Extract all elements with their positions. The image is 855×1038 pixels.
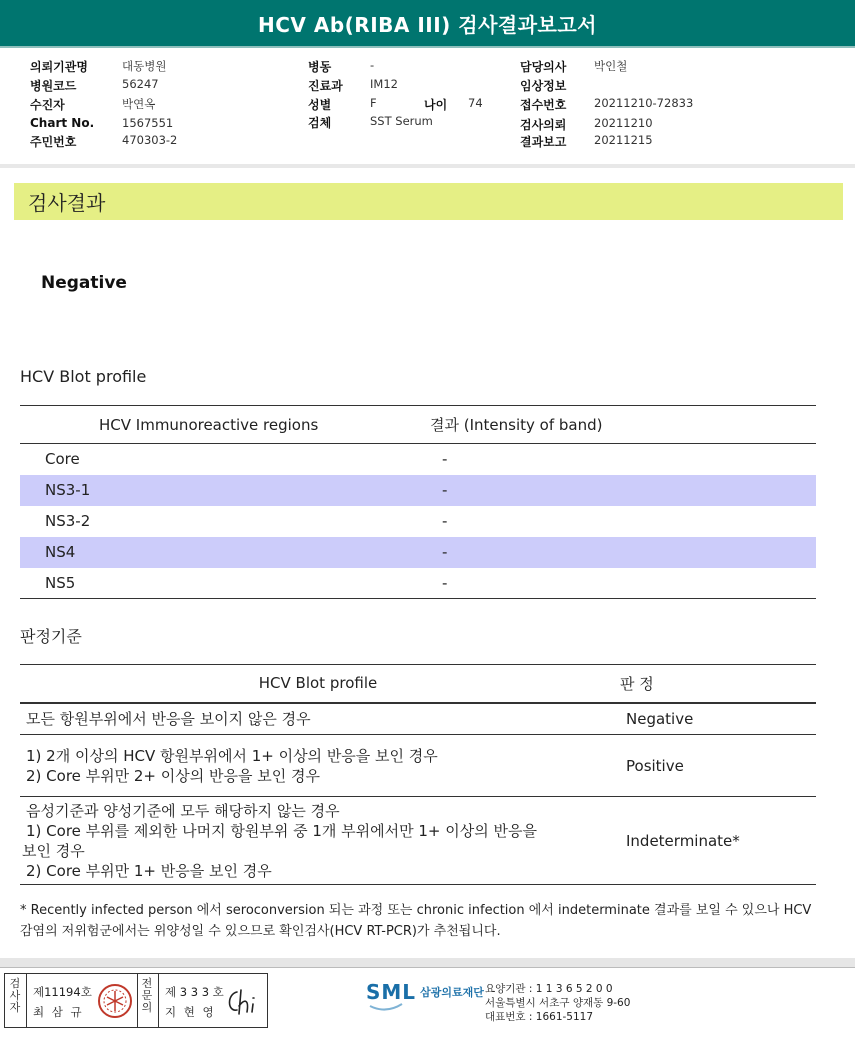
info-label-clinical-info: 임상정보 bbox=[520, 79, 567, 93]
info-label-specimen: 검체 bbox=[308, 116, 332, 130]
table-row bbox=[20, 735, 816, 797]
section-header bbox=[14, 183, 843, 220]
column-header-result: 결과 (Intensity of band) bbox=[430, 406, 816, 444]
info-label-department: 진료과 bbox=[308, 79, 343, 93]
inspector-label: 검 사 자 bbox=[9, 977, 21, 1014]
report-title: HCV Ab(RIBA III) 검사결과보고서 bbox=[258, 12, 597, 37]
address-line: 요양기관 : 1 1 3 6 5 2 0 0 bbox=[485, 983, 613, 995]
table-row bbox=[20, 568, 816, 599]
result-cell: - bbox=[430, 475, 816, 506]
result-value: Negative bbox=[41, 273, 127, 293]
column-header-profile: HCV Blot profile bbox=[20, 665, 616, 703]
table-row bbox=[20, 475, 816, 506]
criteria-line: 2) Core 부위만 2+ 이상의 반응을 보인 경우 bbox=[26, 766, 320, 785]
info-label-report-date: 결과보고 bbox=[520, 135, 567, 149]
result-cell: - bbox=[430, 537, 816, 568]
table-header-row bbox=[20, 406, 816, 444]
info-value-age: 74 bbox=[468, 96, 483, 110]
info-value-doctor: 박인철 bbox=[594, 59, 628, 73]
region-cell: NS3-1 bbox=[20, 475, 430, 506]
result-cell: - bbox=[442, 450, 448, 469]
criteria-line: 모든 항원부위에서 반응을 보이지 않은 경우 bbox=[26, 709, 311, 728]
org-logo bbox=[366, 980, 484, 1004]
divider bbox=[26, 974, 27, 1027]
criteria-line: 보인 경우 bbox=[22, 841, 85, 860]
criteria-line: 2) Core 부위만 1+ 반응을 보인 경우 bbox=[26, 861, 272, 880]
info-value-sex: F bbox=[370, 96, 377, 110]
info-value-hospital-code: 56247 bbox=[122, 77, 159, 91]
criteria-line: 1) Core 부위를 제외한 나머지 항원부위 중 1개 부위에서만 1+ 이상의 반응을 bbox=[26, 821, 537, 840]
inspector-name: 최 삼 규 bbox=[33, 1005, 84, 1019]
info-label-receipt-no: 접수번호 bbox=[520, 98, 567, 112]
info-value-department: IM12 bbox=[370, 77, 398, 91]
inspector-license-no: 제11194호 bbox=[33, 985, 92, 999]
result-cell: - bbox=[442, 512, 448, 530]
info-label-hospital-code: 병원코드 bbox=[30, 79, 77, 93]
info-label-hospital: 의뢰기관명 bbox=[30, 60, 88, 74]
criteria-judgement: Positive bbox=[616, 735, 816, 797]
region-cell: NS5 bbox=[20, 568, 430, 599]
criteria-judgement: Negative bbox=[616, 703, 816, 735]
report-title-bar bbox=[0, 0, 855, 48]
info-value-report-date: 20211215 bbox=[594, 133, 653, 147]
table-row bbox=[20, 703, 816, 735]
region-cell: NS3-2 bbox=[45, 512, 91, 530]
address-line: 대표번호 : 1661-5117 bbox=[485, 1011, 594, 1023]
org-name: 삼광의료재단 bbox=[420, 986, 484, 999]
info-value-id-no: 470303-2 bbox=[122, 133, 178, 147]
table-row bbox=[20, 797, 816, 885]
info-label-ward: 병동 bbox=[308, 60, 332, 74]
section-divider bbox=[0, 164, 855, 168]
patient-info-panel bbox=[0, 50, 855, 166]
table-header-row bbox=[20, 665, 816, 703]
info-label-sex: 성별 bbox=[308, 98, 332, 112]
specialist-label: 전 문 의 bbox=[141, 977, 153, 1014]
info-value-chart-no: 1567551 bbox=[122, 116, 174, 130]
org-logo-text: SML bbox=[366, 980, 417, 1004]
info-label-doctor: 담당의사 bbox=[520, 60, 567, 74]
criteria-description bbox=[20, 703, 616, 735]
criteria-line: 1) 2개 이상의 HCV 항원부위에서 1+ 이상의 반응을 보인 경우 bbox=[26, 746, 438, 765]
info-label-patient: 수진자 bbox=[30, 98, 65, 112]
section-title: 검사결과 bbox=[28, 191, 106, 215]
info-label-request-date: 검사의뢰 bbox=[520, 118, 567, 132]
table-row bbox=[20, 444, 816, 475]
signature-icon bbox=[223, 986, 263, 1018]
criteria-table bbox=[20, 664, 816, 885]
blot-profile-table bbox=[20, 405, 816, 599]
criteria-line: 음성기준과 양성기준에 모두 해당하지 않는 경우 bbox=[26, 801, 340, 820]
signature-box bbox=[4, 973, 268, 1028]
info-value-receipt-no: 20211210-72833 bbox=[594, 96, 694, 110]
blot-profile-title: HCV Blot profile bbox=[20, 367, 147, 386]
criteria-judgement: Indeterminate* bbox=[616, 797, 816, 885]
org-address bbox=[485, 982, 630, 1024]
column-header-region: HCV Immunoreactive regions bbox=[20, 406, 430, 444]
specialist-name: 지 현 영 bbox=[165, 1005, 216, 1019]
specialist-license-no: 제 3 3 3 호 bbox=[165, 985, 224, 999]
info-value-specimen: SST Serum bbox=[370, 114, 433, 128]
info-value-hospital: 대동병원 bbox=[122, 59, 167, 73]
result-cell: - bbox=[430, 568, 816, 599]
info-label-chart-no: Chart No. bbox=[30, 116, 95, 130]
divider bbox=[158, 974, 159, 1027]
info-value-ward: - bbox=[370, 58, 375, 72]
criteria-title: 판정기준 bbox=[20, 627, 82, 646]
info-label-age: 나이 bbox=[424, 98, 448, 112]
table-row bbox=[20, 506, 816, 537]
criteria-description bbox=[20, 735, 616, 797]
org-logo-icon bbox=[366, 978, 406, 1012]
address-line: 서울특별시 서초구 양재동 9-60 bbox=[485, 997, 631, 1009]
info-value-request-date: 20211210 bbox=[594, 116, 653, 130]
region-cell: NS4 bbox=[20, 537, 430, 568]
table-row bbox=[20, 537, 816, 568]
info-value-patient: 박연옥 bbox=[122, 97, 156, 111]
footer-divider bbox=[0, 958, 855, 968]
region-cell: Core bbox=[45, 450, 80, 469]
criteria-description bbox=[20, 797, 616, 885]
info-label-id-no: 주민번호 bbox=[30, 135, 77, 149]
footnote: * Recently infected person 에서 seroconversion 되는 과정 또는 chronic infection 에서 indeterminate 결과를 보일 수 있으나 HCV 감염의 저위험군에서는 위양성일 수 있으므로 확인검사(HCV RT-PCR)가 추천됩니다. bbox=[20, 903, 812, 939]
column-header-judgement: 판 정 bbox=[616, 665, 816, 703]
seal-stamp-icon bbox=[97, 983, 133, 1019]
